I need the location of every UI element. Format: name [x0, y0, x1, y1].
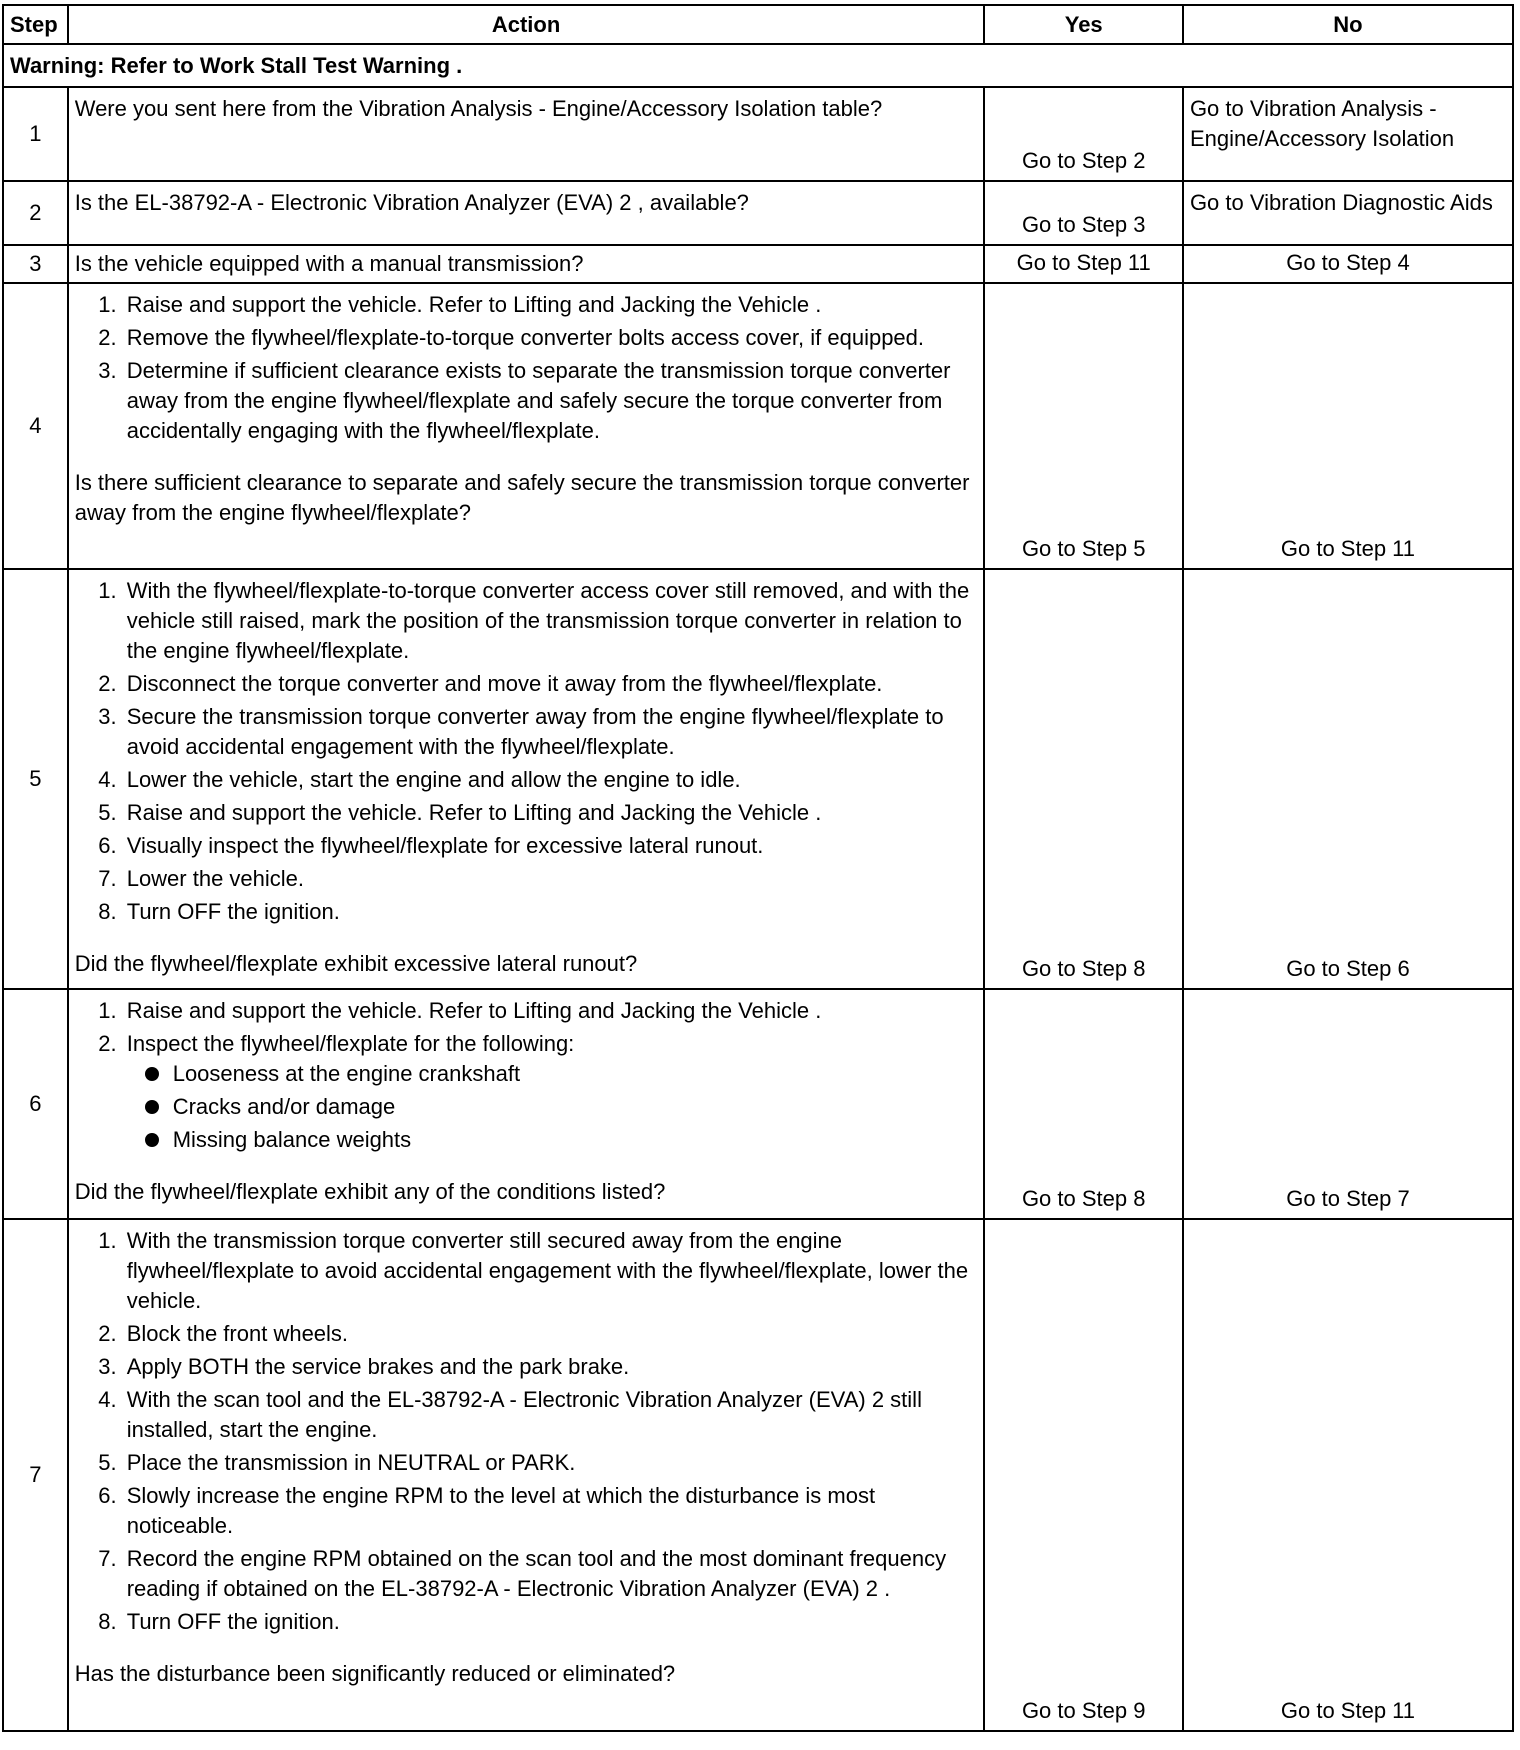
action-cell [68, 181, 985, 245]
header-step: Step [3, 5, 68, 44]
procedure-item: 3. Secure the transmission torque converter away from the engine flywheel/flexplate to avoid accidental engagement with the flywheel/flexplate. [123, 702, 978, 762]
yes-cell: Go to Step 2 [984, 87, 1182, 181]
bullet-text: Looseness at the engine crankshaft [172, 1061, 521, 1086]
procedure-item: 7. Record the engine RPM obtained on the scan tool and the most dominant frequency reading if obtained on the EL-38792-A - Electronic Vibration Analyzer (EVA) 2 . [123, 1544, 978, 1604]
diagnostic-table [2, 4, 1514, 1732]
question-text: Were you sent here from the Vibration Analysis - Engine/Accessory Isolation table? [74, 96, 883, 121]
no-cell: Go to Step 11 [1183, 1219, 1513, 1731]
bullet-icon [145, 1067, 159, 1081]
header-yes: Yes [984, 5, 1182, 44]
question-text: Did the flywheel/flexplate exhibit excessive lateral runout? [74, 951, 638, 976]
procedure-item: 4. Lower the vehicle, start the engine and allow the engine to idle. [123, 765, 978, 795]
procedure-item: 6. Visually inspect the flywheel/flexplate for excessive lateral runout. [123, 831, 978, 861]
action-cell [68, 1219, 985, 1731]
step-number: 1 [3, 87, 68, 181]
procedure-item: 1. With the flywheel/flexplate-to-torque converter access cover still removed, and with the vehicle still raised, mark the position of the transmission torque converter in relation to the engine flywheel/flexplate. [123, 576, 978, 666]
question-text: Is there sufficient clearance to separate and safely secure the transmission torque converter away from the engine flywheel/flexplate? [74, 470, 970, 525]
bullet-item [167, 1092, 978, 1122]
bullet-item [167, 1125, 978, 1155]
procedure-list [75, 290, 978, 446]
bullet-item [167, 1059, 978, 1089]
header-row [3, 5, 1513, 44]
action-cell [68, 87, 985, 181]
procedure-item: 1. Raise and support the vehicle. Refer to Lifting and Jacking the Vehicle . [123, 996, 978, 1026]
procedure-item: 2. Remove the flywheel/flexplate-to-torque converter bolts access cover, if equipped. [123, 323, 978, 353]
table-row [3, 87, 1513, 181]
procedure-item: 6. Slowly increase the engine RPM to the level at which the disturbance is most noticeable. [123, 1481, 978, 1541]
procedure-list [75, 576, 978, 927]
no-cell: Go to Vibration Diagnostic Aids [1183, 181, 1513, 245]
step-number: 3 [3, 245, 68, 283]
procedure-item: 5. Place the transmission in NEUTRAL or PARK. [123, 1448, 978, 1478]
table-row [3, 283, 1513, 569]
yes-cell: Go to Step 11 [984, 245, 1182, 283]
question-text: Is the EL-38792-A - Electronic Vibration Analyzer (EVA) 2 , available? [74, 190, 749, 215]
procedure-item: 1. With the transmission torque converter still secured away from the engine flywheel/flexplate to avoid accidental engagement with the flywheel/flexplate, lower the vehicle. [123, 1226, 978, 1316]
procedure-item: 5. Raise and support the vehicle. Refer to Lifting and Jacking the Vehicle . [123, 798, 978, 828]
step-number: 2 [3, 181, 68, 245]
table-row [3, 245, 1513, 283]
bullet-text: Missing balance weights [172, 1127, 412, 1152]
bullet-icon [145, 1100, 159, 1114]
header-action: Action [68, 5, 985, 44]
no-cell: Go to Step 7 [1183, 989, 1513, 1219]
action-cell [68, 569, 985, 989]
question-text: Has the disturbance been significantly reduced or eliminated? [74, 1661, 676, 1686]
action-cell [68, 245, 985, 283]
table-row [3, 569, 1513, 989]
question-text: Is the vehicle equipped with a manual transmission? [74, 251, 584, 276]
step-number: 7 [3, 1219, 68, 1731]
no-cell: Go to Step 4 [1183, 245, 1513, 283]
procedure-item: 2. Disconnect the torque converter and move it away from the flywheel/flexplate. [123, 669, 978, 699]
yes-cell: Go to Step 3 [984, 181, 1182, 245]
step-number: 4 [3, 283, 68, 569]
bullet-text: Cracks and/or damage [172, 1094, 396, 1119]
table-row [3, 1219, 1513, 1731]
action-cell [68, 283, 985, 569]
yes-cell: Go to Step 8 [984, 989, 1182, 1219]
step-number: 6 [3, 989, 68, 1219]
question-text: Did the flywheel/flexplate exhibit any of the conditions listed? [74, 1179, 666, 1204]
procedure-list [75, 1226, 978, 1637]
table-row [3, 989, 1513, 1219]
no-cell: Go to Step 6 [1183, 569, 1513, 989]
bullet-list [127, 1059, 978, 1155]
action-cell [68, 989, 985, 1219]
procedure-item: 8. Turn OFF the ignition. [123, 897, 978, 927]
yes-cell: Go to Step 8 [984, 569, 1182, 989]
no-cell: Go to Step 11 [1183, 283, 1513, 569]
procedure-item: 7. Lower the vehicle. [123, 864, 978, 894]
procedure-list [75, 996, 978, 1155]
table-row [3, 181, 1513, 245]
yes-cell: Go to Step 9 [984, 1219, 1182, 1731]
no-cell: Go to Vibration Analysis - Engine/Accessory Isolation [1183, 87, 1513, 181]
bullet-icon [145, 1133, 159, 1147]
warning-row [3, 44, 1513, 87]
procedure-item: 3. Apply BOTH the service brakes and the park brake. [123, 1352, 978, 1382]
warning-text: Warning: Refer to Work Stall Test Warning . [3, 44, 1513, 87]
procedure-item: 4. With the scan tool and the EL-38792-A - Electronic Vibration Analyzer (EVA) 2 still installed, start the engine. [123, 1385, 978, 1445]
step-number: 5 [3, 569, 68, 989]
procedure-item: 2. Block the front wheels. [123, 1319, 978, 1349]
header-no: No [1183, 5, 1513, 44]
procedure-item [123, 1029, 978, 1155]
procedure-item: 3. Determine if sufficient clearance exists to separate the transmission torque converter away from the engine flywheel/flexplate and safely secure the torque converter from accidentally engaging with the flywheel/flexplate. [123, 356, 978, 446]
procedure-item-text: Inspect the flywheel/flexplate for the following: [126, 1031, 575, 1056]
yes-cell: Go to Step 5 [984, 283, 1182, 569]
procedure-item: 1. Raise and support the vehicle. Refer to Lifting and Jacking the Vehicle . [123, 290, 978, 320]
procedure-item: 8. Turn OFF the ignition. [123, 1607, 978, 1637]
